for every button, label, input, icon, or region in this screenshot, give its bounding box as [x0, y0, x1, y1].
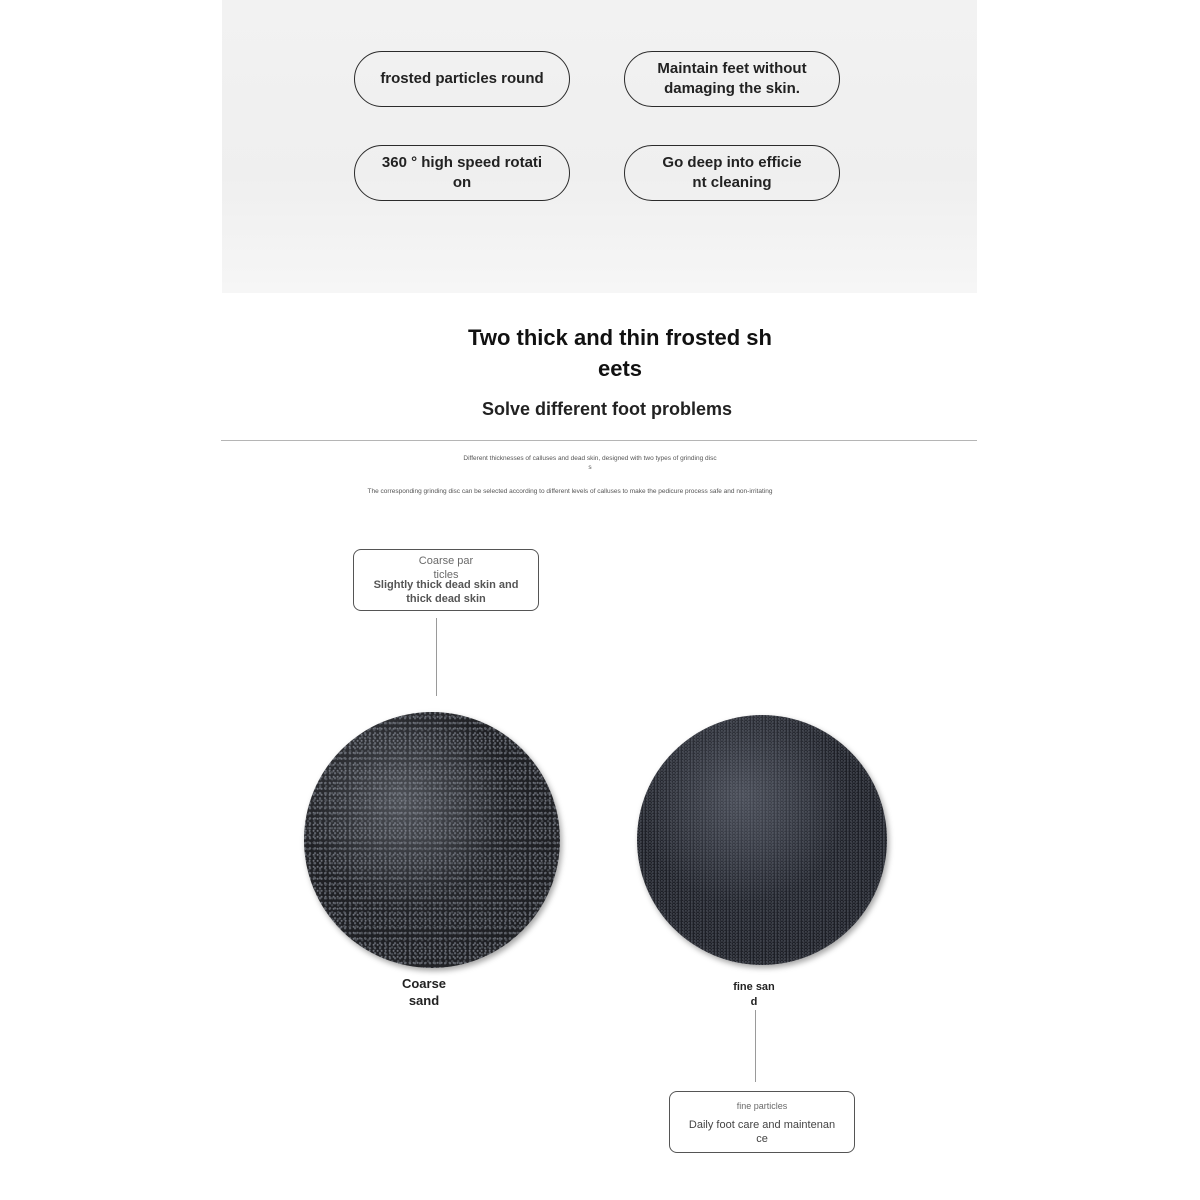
section-headline: Two thick and thin frosted sh eets [468, 325, 772, 381]
coarse-connector-line [436, 618, 437, 696]
fine-box-title: fine particles [736, 1101, 788, 1111]
coarse-box-description: Slightly thick dead skin and thick dead skin [373, 579, 519, 605]
coarse-box-title: Coarse par ticles [418, 555, 474, 581]
feature-pill-maintain-feet: Maintain feet without damaging the skin. [624, 51, 840, 107]
section-subheadline: Solve different foot problems [481, 399, 733, 419]
coarse-sand-label: Coarse sand [401, 976, 447, 1008]
fine-particles-label [669, 1091, 855, 1153]
fine-sand-disc-image [637, 715, 887, 965]
feature-pill-deep-cleaning: Go deep into efficie nt cleaning [624, 145, 840, 201]
feature-pill-high-speed-rotation: 360 ° high speed rotati on [354, 145, 570, 201]
divider [221, 440, 977, 441]
coarse-particles-label [353, 549, 539, 611]
description-line-2: The corresponding grinding disc can be selected according to different levels of calluses to make the pedicure process safe and non-irritating [367, 488, 773, 495]
description-line-1: Different thicknesses of calluses and dead skin, designed with two types of grinding disc s [463, 455, 717, 471]
fine-connector-line [755, 1010, 756, 1082]
coarse-sand-disc-image [304, 712, 560, 968]
fine-sand-label: fine san d [733, 981, 775, 1008]
fine-box-description: Daily foot care and maintenan ce [688, 1119, 836, 1145]
feature-pill-frosted-particles: frosted particles round [354, 51, 570, 107]
feature-panel [222, 0, 977, 293]
